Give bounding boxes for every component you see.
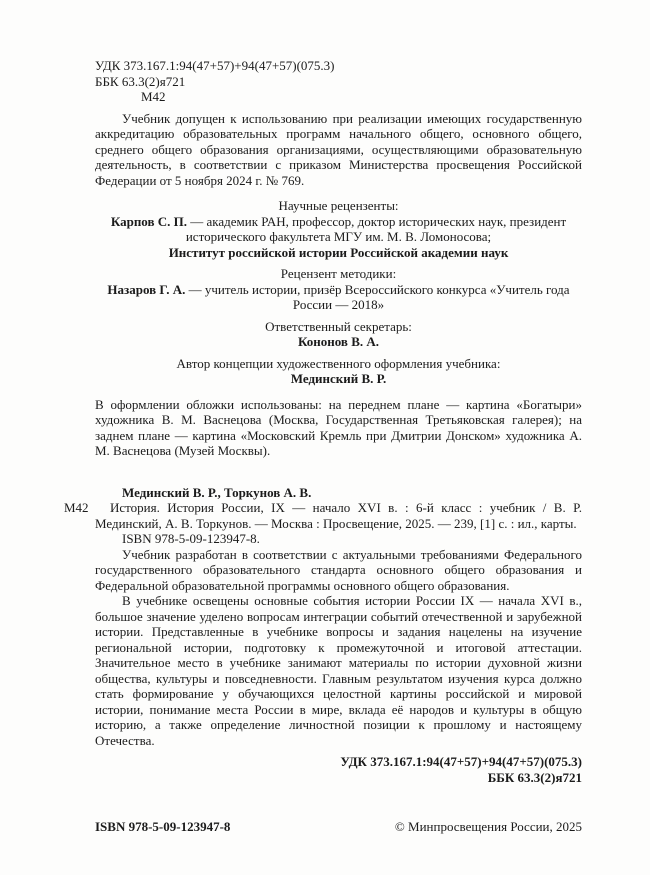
methodics-reviewer-person xyxy=(95,282,582,313)
classification-footer xyxy=(95,754,582,785)
annotation-paragraph-1: Учебник разработан в соответствии с актуальными требованиями Федерального государственного образовательного стандарта основного общего образования и Федеральной образовательной программы основного общего образования. xyxy=(95,546,582,593)
scientific-reviewer-institute: Институт российской истории Российской академии наук xyxy=(168,244,509,260)
reviewers-block xyxy=(95,198,582,387)
imprint-bottom-row xyxy=(95,819,582,835)
design-author-name: Мединский В. Р. xyxy=(290,371,387,386)
design-author-label: Автор концепции художественного оформления учебника: xyxy=(176,355,501,371)
isbn-line: ISBN 978-5-09-123947-8 xyxy=(95,819,231,834)
catalog-isbn: ISBN 978-5-09-123947-8. xyxy=(122,531,260,546)
design-author-group xyxy=(95,356,582,387)
footer-udk-line: УДК 373.167.1:94(47+57)+94(47+57)(075.3) xyxy=(340,754,582,769)
methodics-reviewer-label: Рецензент методики: xyxy=(280,266,397,281)
catalog-entry xyxy=(64,500,582,531)
secretary-label: Ответственный секретарь: xyxy=(265,318,412,334)
annotation-paragraph-2: В учебнике освещены основные события истории России IX — начала XVI в., большое значение уделено вопросам интеграции событий отечественной и зарубежной истории. Представленные в учебнике вопросы и задания нацелены на изучение региональной истории, подготовку к промежуточной и итоговой аттестации. Значительное место в учебнике занимают материалы по истории духовной жизни общества, культуры и повседневности. Главным результатом изучения курса должно стать формирование у обучающихся целостной картины российской и мировой истории, понимание места России в мире, вклада её народов и культуры в общую историю, а также определение личностной позиции к прошлому и настоящему Отечества. xyxy=(95,593,582,748)
reviewer-name: Карпов С. П. xyxy=(110,213,187,229)
catalog-card xyxy=(64,484,582,547)
scientific-reviewers-group xyxy=(95,198,582,260)
bbk-line: ББК 63.3(2)я721 xyxy=(95,73,186,89)
catalog-authors: Мединский В. Р., Торкунов А. В. xyxy=(122,484,312,500)
catalog-author-sign: М42 xyxy=(64,500,89,515)
annotation-block xyxy=(95,547,582,749)
reviewer-role: — учитель истории, призёр Всероссийского конкурса «Учитель года России — 2018» xyxy=(185,281,570,312)
secretary-group xyxy=(95,319,582,350)
cover-credit-paragraph: В оформлении обложки использованы: на переднем плане — картина «Богатыри» художника В. М. Васнецова (Москва, Государственная Третьяковская галерея); на заднем плане — картина «Московский Кремль при Дмитрии Донском» художника А. М. Васнецова (Музей Москвы). xyxy=(95,396,582,458)
methodics-reviewer-group xyxy=(95,266,582,313)
scientific-reviewer-person xyxy=(95,214,582,245)
reviewer-role: — академик РАН, профессор, доктор исторических наук, президент исторического факультета МГУ им. М. В. Ломоносова; xyxy=(185,213,567,244)
udk-line: УДК 373.167.1:94(47+57)+94(47+57)(075.3) xyxy=(95,58,335,73)
footer-bbk-line: ББК 63.3(2)я721 xyxy=(487,769,582,785)
scientific-reviewers-label: Научные рецензенты: xyxy=(278,198,399,213)
classification-header xyxy=(95,58,582,105)
approval-paragraph: Учебник допущен к использованию при реализации имеющих государственную аккредитацию образовательных программ начального общего, основного общего, среднего общего образования организациями, осуществляющими образовательную деятельность, в соответствии с приказом Министерства просвещения Российской Федерации от 5 ноября 2024 г. № 769. xyxy=(95,110,582,188)
author-sign-code: М42 xyxy=(141,89,166,104)
catalog-entry-text: История. История России, IX — начало XVI в. : 6-й класс : учебник / В. Р. Мединский, А. В. Торкунов. — Москва : Просвещение, 2025. — 239, [1] с. : ил., карты. xyxy=(95,500,582,531)
reviewer-name: Назаров Г. А. xyxy=(107,281,186,297)
secretary-name: Кононов В. А. xyxy=(297,334,379,349)
copyright-line: © Минпросвещения России, 2025 xyxy=(394,819,582,834)
